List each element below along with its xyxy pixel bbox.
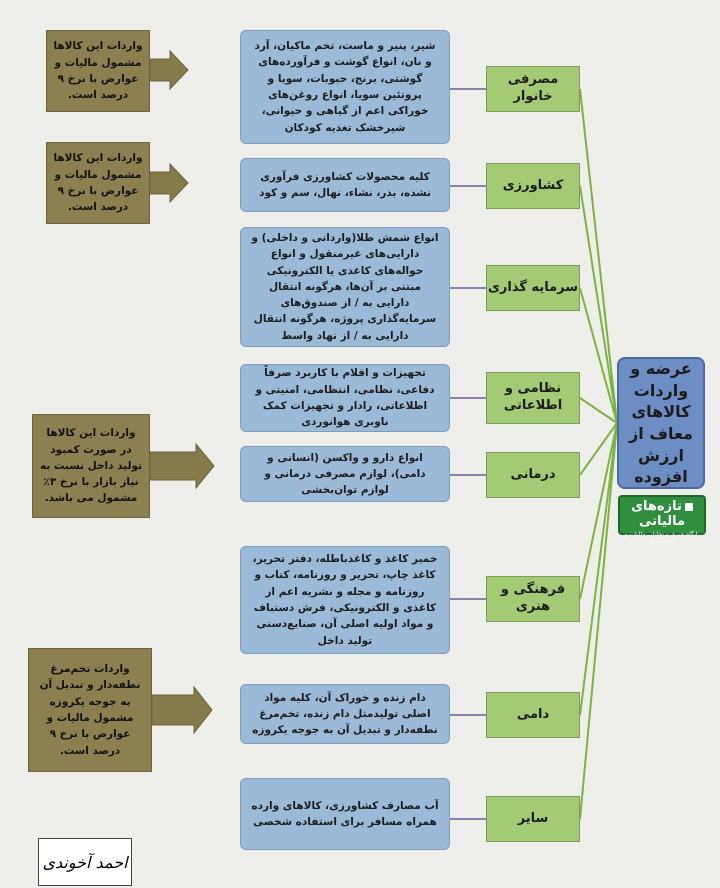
- note-text: واردات تخم‌مرغ نطفه‌دار و تبدیل آن به جوجه یکروزه مشمول مالیات و عوارض با نرخ ۹ درصد است.: [39, 663, 141, 757]
- category-label: کشاورزی: [502, 177, 564, 193]
- description-text: خمیر کاغذ و کاغذباطله، دفتر تحریر، کاغذ چاپ، تحریر و روزنامه، کتاب و روزنامه و مجله و نشریه اعم از کاغذی و الکترونیکی، فرش دستباف و مواد اولیه اصلی آن، صنایع‌دستی تولید داخل: [252, 553, 438, 647]
- description-text: کلیه محصولات کشاورزی فرآوری نشده، بذر، نشاء، نهال، سم و کود: [259, 170, 431, 199]
- description-box: [240, 158, 450, 212]
- description-box: [240, 684, 450, 744]
- connector-line: [580, 89, 617, 423]
- connector-line: [580, 423, 617, 819]
- brand-badge: [618, 495, 706, 545]
- import-note: [46, 142, 150, 224]
- description-box: [240, 446, 450, 502]
- note-text: واردات این کالاها مشمول مالیات و عوارض با نرخ ۹ درصد است.: [53, 40, 143, 102]
- import-note: [32, 414, 150, 518]
- brand-logo-icon: [685, 503, 693, 511]
- import-note: [28, 648, 152, 772]
- category-node: [486, 163, 580, 209]
- root-node: [617, 357, 705, 489]
- description-box: [240, 30, 450, 144]
- category-node: [486, 265, 580, 311]
- category-label: درمانی: [510, 466, 556, 482]
- brand-name: تازه‌های مالیاتی: [631, 499, 686, 529]
- description-text: انواع دارو و واکسن (انسانی و دامی)، لوازم مصرفی درمانی و لوازم توان‌بخشی: [264, 451, 426, 497]
- category-label: سرمایه گذاری: [487, 279, 579, 295]
- description-box: [240, 546, 450, 654]
- category-node: [486, 796, 580, 842]
- signature-text: احمد آخوندی: [42, 852, 128, 872]
- category-label: نظامی و اطلاعاتی: [503, 381, 563, 413]
- block-arrow: [150, 444, 214, 488]
- description-box: [240, 227, 450, 347]
- category-label: سایر: [517, 810, 549, 826]
- note-text: واردات این کالاها در صورت کمبود تولید داخل نسبت به نیاز بازار با نرخ ۳٪ مشمول می باشد.: [39, 427, 143, 505]
- category-node: [486, 452, 580, 498]
- description-text: تجهیزات و اقلام با کاربرد صرفاً دفاعی، نظامی، انتظامی، امنیتی و اطلاعاتی، رادار و تجهیزات کمک ناوبری هوانوردی: [255, 367, 435, 429]
- note-text: واردات این کالاها مشمول مالیات و عوارض با نرخ ۹ درصد است.: [53, 152, 143, 214]
- description-text: شیر، پنیر و ماست، تخم ماکیان، آرد و نان، انواع گوشت و فرآورده‌های گوشتی، برنج، حبوبات، سویا و پروتئین سویا، انواع روغن‌های خوراکی اعم از گیاهی و حیوانی، شیرخشک تغذیه کودکان: [254, 40, 436, 134]
- category-label: فرهنگی و هنری: [500, 582, 566, 614]
- block-arrow: [152, 687, 212, 733]
- category-node: [486, 66, 580, 112]
- category-label: دامی: [516, 706, 550, 722]
- description-text: انواع شمش طلا(وارداتی و داخلی) و دارایی‌های غیرمنقول و انواع حواله‌های کاغذی یا الکترونیکی مبتنی بر آن‌ها، هرگونه انتقال دارایی به / از صندوق‌های سرمایه‌گذاری پروژه، هرگونه انتقال دارایی به / از نهاد واسط: [251, 232, 439, 342]
- category-node: [486, 692, 580, 738]
- import-note: [46, 30, 150, 112]
- description-text: آب مصارف کشاورزی، کالاهای وارده همراه مسافر برای استفاده شخصی: [251, 799, 439, 828]
- description-box: [240, 778, 450, 850]
- description-box: [240, 364, 450, 432]
- category-label: مصرفی خانوار: [507, 72, 559, 104]
- description-text: دام زنده و خوراک آن، کلیه مواد اصلی تولیدمثل دام زنده، تخم‌مرغ نطفه‌دار و تبدیل آن به جوجه یکروزه: [252, 691, 438, 737]
- brand-tagline: پایگاه خبری و تحلیلی مالیات و حسابداری: [624, 531, 700, 545]
- category-node: [486, 576, 580, 622]
- author-signature: [38, 838, 132, 886]
- block-arrow: [150, 164, 188, 202]
- block-arrow: [150, 51, 188, 89]
- root-title: عرضه و واردات کالاهای معاف از ارزش افزوده: [629, 359, 693, 487]
- category-node: [486, 372, 580, 424]
